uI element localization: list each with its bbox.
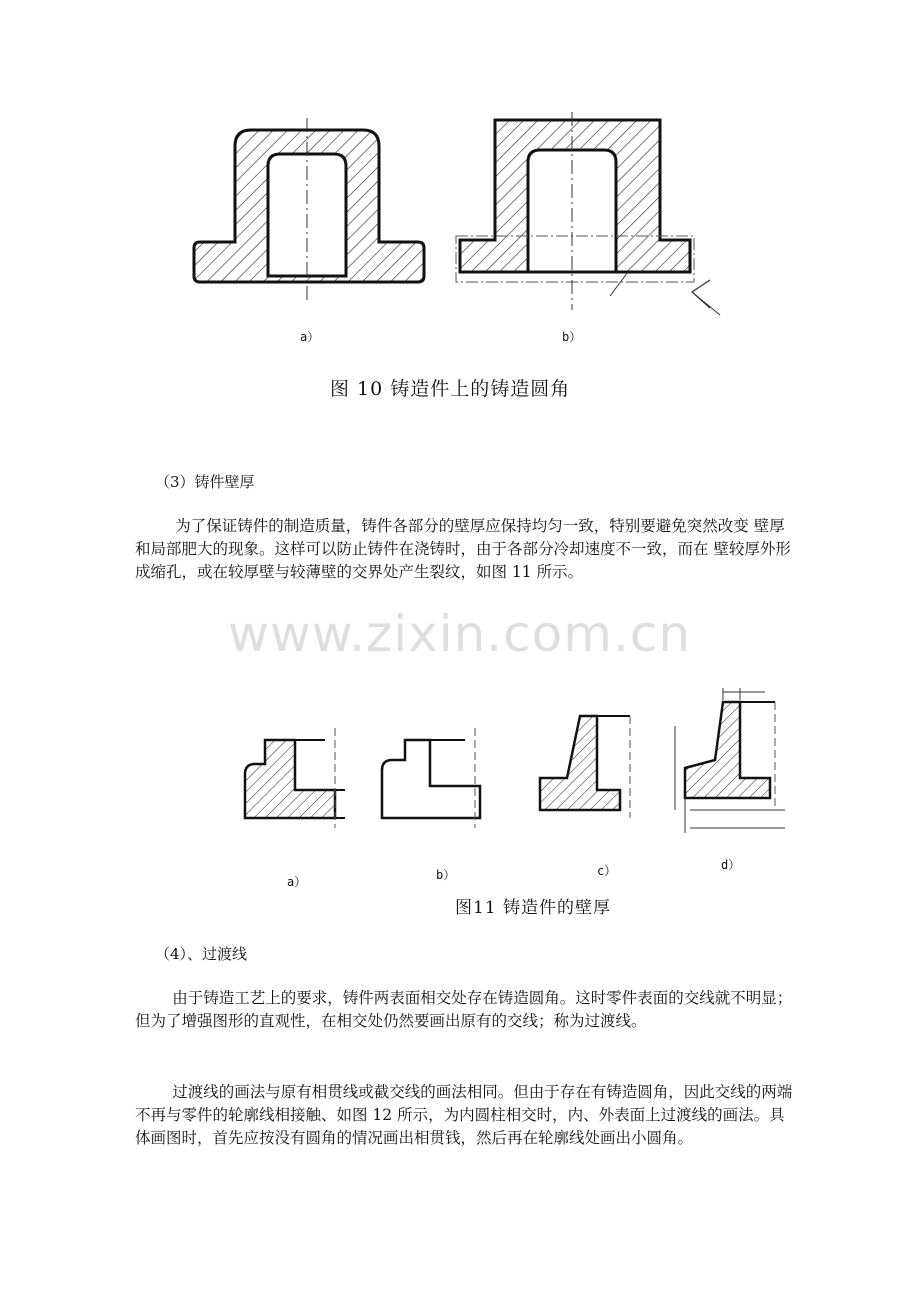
figure-10-drawing	[180, 110, 740, 350]
figure-11c-part	[540, 716, 630, 818]
figure-11b-label: b）	[436, 868, 456, 882]
section-3-paragraph: 为了保证铸件的制造质量，铸件各部分的壁厚应保持均匀一致，特别要避免突然改变 壁厚和局部肥大的现象。这样可以防止铸件在浇铸时，由于各部分冷却速度不一致，而在 壁较厚外形成缩孔，或在较厚壁与较薄壁的交界处产生裂纹，如图 11 所示。	[135, 517, 791, 581]
figure-11-caption: 图11 铸造件的壁厚	[455, 898, 612, 918]
figure-11a-part	[245, 728, 345, 828]
figure-10b-label: b）	[562, 330, 582, 344]
section-4-heading: （4）、过渡线	[155, 945, 248, 963]
figure-10a-part	[194, 130, 424, 282]
figure-11d-part	[675, 688, 785, 833]
figure-11a-label: a）	[287, 875, 307, 889]
figure-11-drawing	[235, 678, 795, 848]
section-3-heading: （3）铸件壁厚	[155, 473, 255, 491]
figure-11c-label: c）	[597, 864, 617, 878]
figure-10a-label: a）	[300, 330, 320, 344]
figure-10-caption: 图 10 铸造件上的铸造圆角	[330, 378, 571, 400]
figure-10b-part	[460, 120, 690, 272]
section-4-paragraph-1: 由于铸造工艺上的要求，铸件两表面相交处存在铸造圆角。这时零件表面的交线就不明显；但为了增强图形的直观性，在相交处仍然要画出原有的交线；称为过渡线。	[135, 989, 793, 1030]
section-4-paragraph-2: 过渡线的画法与原有相贯线或截交线的画法相同。但由于存在有铸造圆角，因此交线的两端不再与零件的轮廓线相接触、如图 12 所示，为内圆柱相交时，内、外表面上过渡线的画法。具体画图时，首先应按没有圆角的情况画出相贯钱，然后再在轮廓线处画出小圆角。	[135, 1083, 793, 1147]
figure-11b-part	[382, 728, 480, 828]
watermark-text: www.zixin.com.cn	[228, 605, 692, 663]
figure-11d-label: d）	[721, 858, 741, 872]
